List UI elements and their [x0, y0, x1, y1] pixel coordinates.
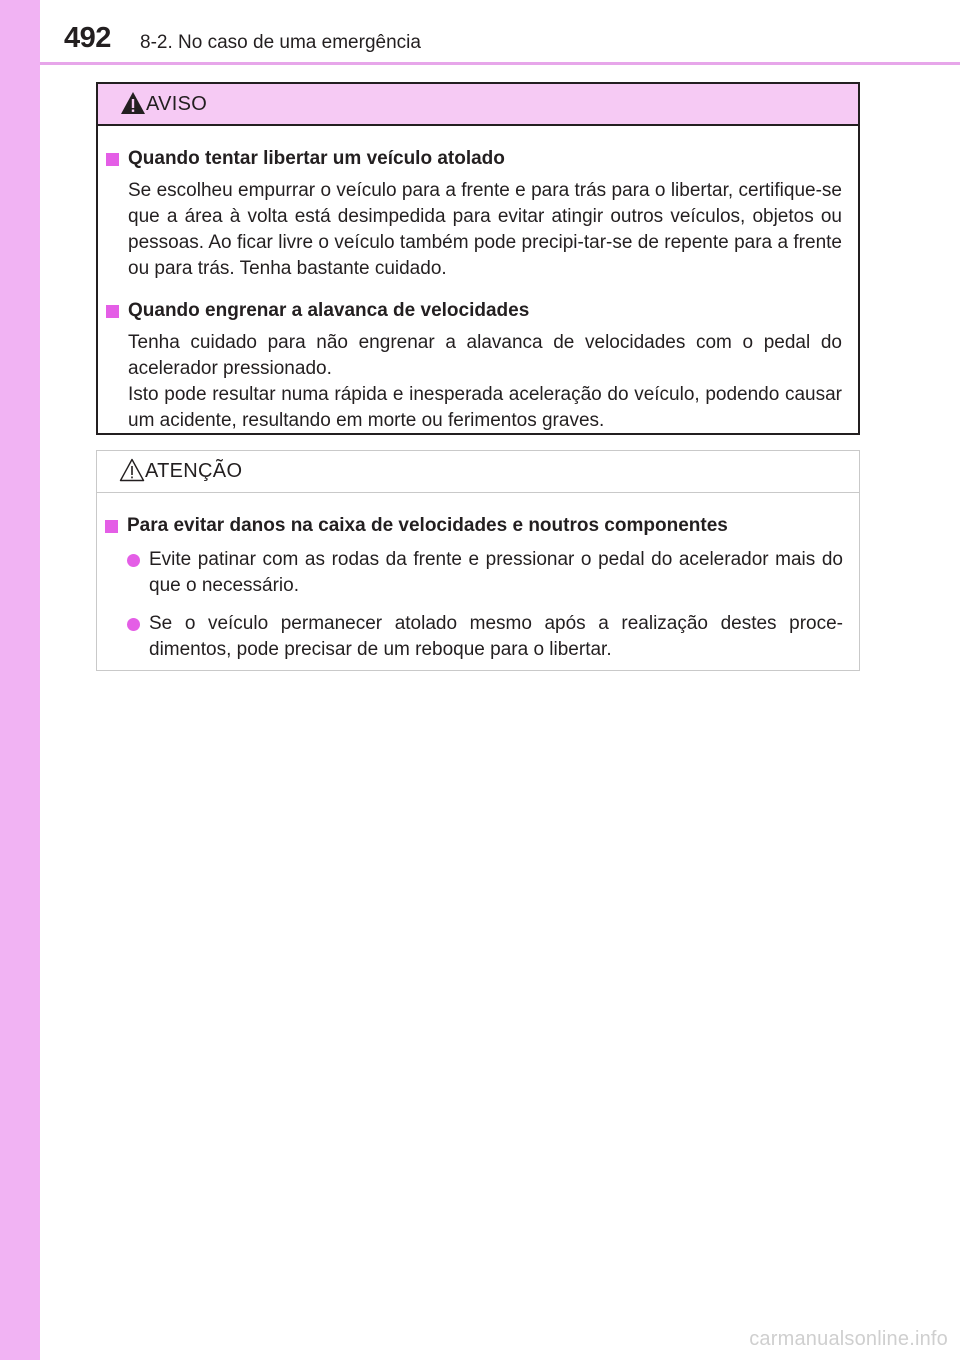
warning-box-body: [98, 126, 858, 434]
section-title: 8-2. No caso de uma emergência: [140, 32, 421, 53]
warning-box-header: [98, 84, 858, 126]
caution-bullet-text: Se o veículo permanecer atolado mesmo após a realização destes proce-dimentos, pode precisar de um reboque para o libertar.: [149, 613, 843, 660]
warning-item-heading-text: Quando tentar libertar um veículo atolado: [128, 148, 505, 169]
warning-item-paragraph: Se escolheu empurrar o veículo para a frente e para trás para o libertar, certifique-se que a área à volta está desimpedida para evitar atingir outros veículos, objetos ou pessoas. Ao ficar livre o veículo também pode precipi-tar-se de repente para a frente ou para trás. Tenha bastante cuidado.: [128, 180, 842, 279]
square-bullet-icon: [105, 520, 118, 533]
caution-box-body: [97, 493, 859, 663]
warning-item-paragraph: Isto pode resultar numa rápida e inesperada aceleração do veículo, podendo causar um acidente, resultando em morte ou ferimentos graves.: [128, 384, 842, 431]
caution-bullet: [105, 611, 843, 663]
square-bullet-icon: [106, 153, 119, 166]
circle-bullet-icon: [127, 554, 140, 567]
caution-box-header: [97, 451, 859, 493]
warning-item-heading-text: Quando engrenar a alavanca de velocidades: [128, 300, 530, 321]
watermark: carmanualsonline.info: [749, 1328, 948, 1350]
warning-label: AVISO: [146, 93, 208, 115]
caution-label: ATENÇÃO: [145, 460, 243, 482]
caution-item-heading-text: Para evitar danos na caixa de velocidades e noutros componentes: [127, 515, 728, 536]
page-number: 492: [64, 22, 111, 54]
warning-item-heading: [106, 298, 842, 324]
warning-triangle-icon: [120, 90, 146, 116]
caution-bullet-text: Evite patinar com as rodas da frente e pressionar o pedal do acelerador mais do que o necessário.: [149, 549, 843, 596]
warning-item-paragraph: Tenha cuidado para não engrenar a alavanca de velocidades com o pedal do acelerador pressionado.: [128, 332, 842, 379]
caution-bullet: [105, 547, 843, 599]
warning-item-heading: [106, 146, 842, 172]
square-bullet-icon: [106, 305, 119, 318]
caution-box: [96, 450, 860, 671]
header-rule: [40, 62, 960, 65]
caution-triangle-icon: [119, 457, 145, 483]
circle-bullet-icon: [127, 618, 140, 631]
caution-item-heading: [105, 513, 843, 539]
side-strip: [0, 0, 40, 1360]
warning-box: [96, 82, 860, 435]
